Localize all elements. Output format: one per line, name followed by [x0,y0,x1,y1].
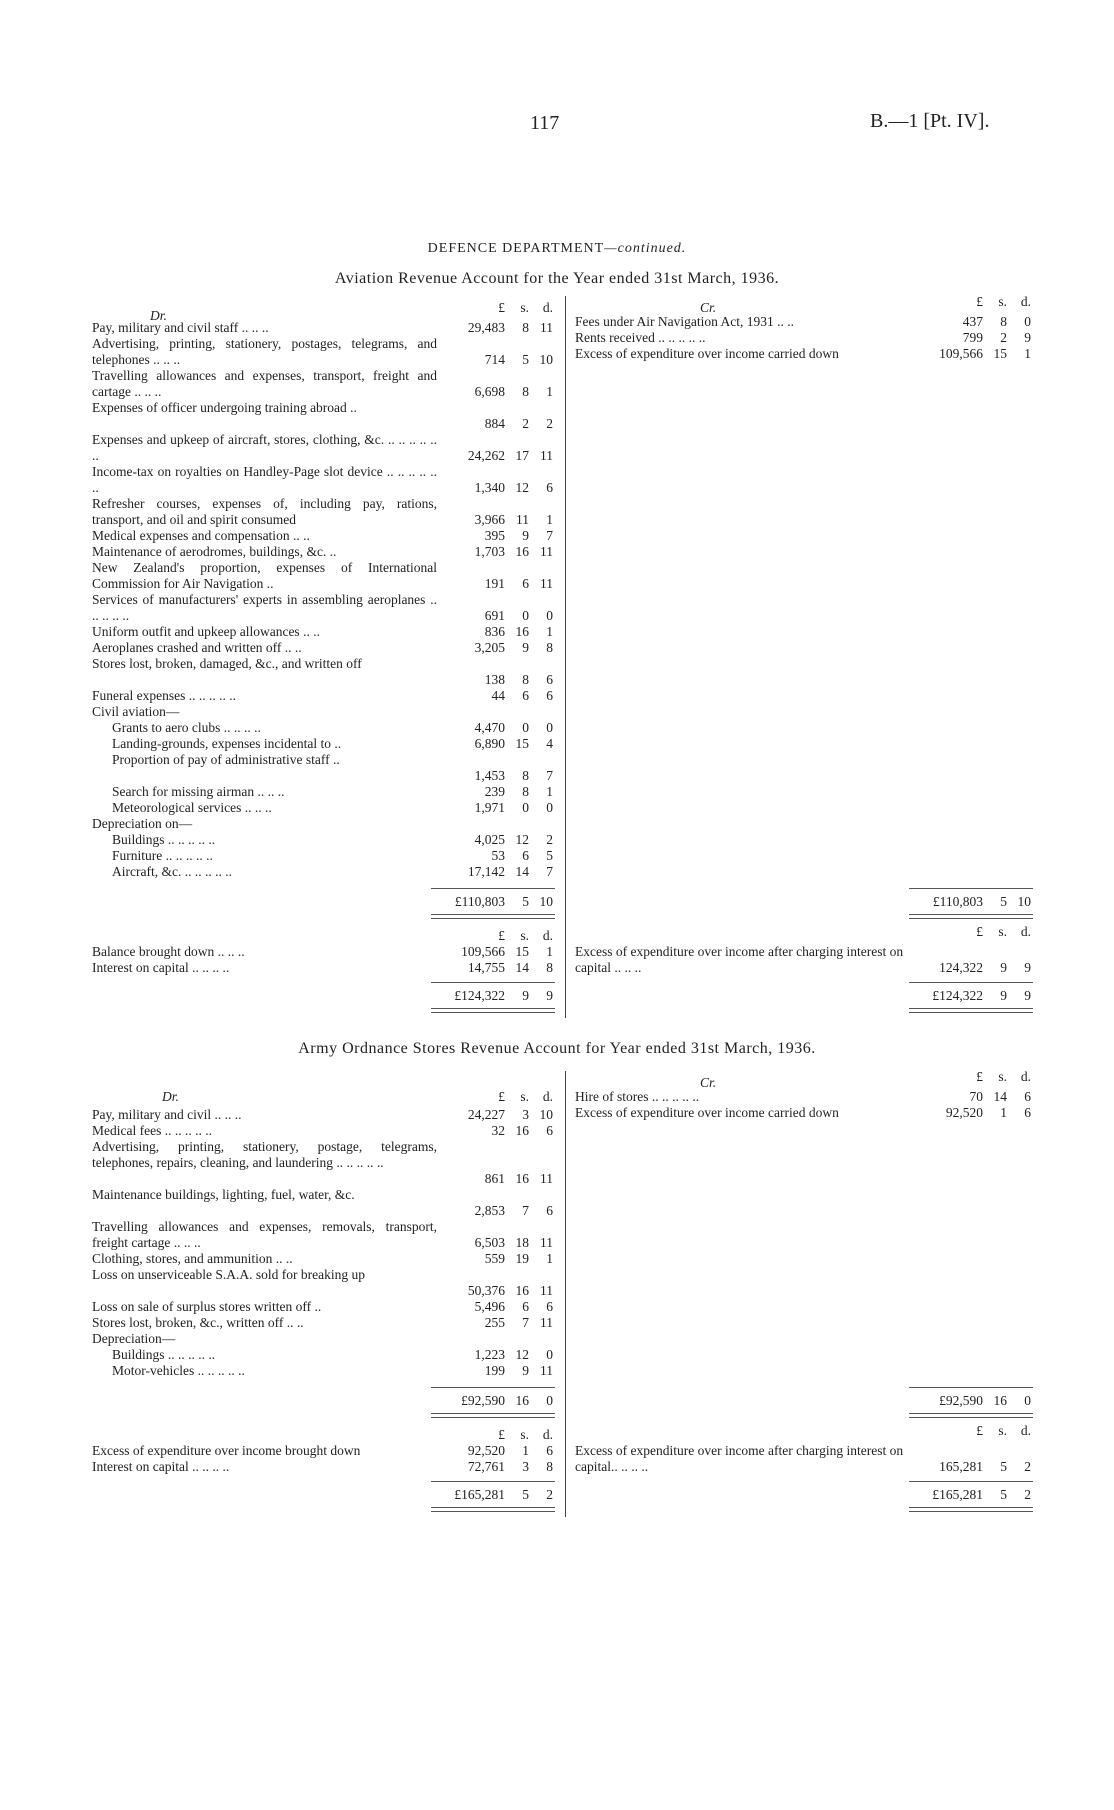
dr2-total-pence: 2 [546,1487,553,1502]
dr-item-label: Stores lost, broken, &c., written off .. .. [92,1315,304,1330]
cr2-item-shillings: 9 [1000,960,1007,975]
dr2-item-pence: 1 [546,944,553,959]
dr-item-pounds: 395 [484,528,505,543]
dr-item-shillings: 16 [515,624,529,639]
dr-item-pounds: 24,227 [467,1107,505,1122]
cr2-pounds-heading: £ [976,924,983,939]
dr-item-pence: 7 [546,528,553,543]
cr-shillings-heading: s. [998,1069,1007,1084]
dr-item-pounds: 6,503 [474,1235,505,1250]
dr-item-shillings: 16 [515,1123,529,1138]
dr-item-pounds: 1,453 [474,768,505,783]
dr2-item-label: Interest on capital .. .. .. .. [92,1459,230,1474]
cr-item-label: Excess of expenditure over income carried down [575,346,839,361]
dr-item-label: Loss on sale of surplus stores written off .. [92,1299,322,1314]
dr-item-shillings: 9 [522,528,529,543]
cr-item-pence: 6 [1024,1089,1031,1104]
center-divider [565,1071,566,1517]
dr2-total-shillings: 5 [522,1487,529,1502]
dr-item-pence: 7 [546,864,553,879]
dr-total-rule [431,1387,555,1388]
dr-total-pence: 0 [546,1393,553,1408]
dr-item-pence: 10 [539,1107,553,1122]
dr-item-pence: 0 [546,720,553,735]
dr-item-shillings: 6 [522,848,529,863]
dr-item-shillings: 7 [522,1315,529,1330]
dr2-total-rule [431,982,555,983]
dr-item-pence: 1 [546,512,553,527]
cr-pounds-heading: £ [976,1069,983,1084]
dr-item-pence: 11 [540,320,553,335]
dr2-item-shillings: 1 [522,1443,529,1458]
document-reference: B.—1 [Pt. IV]. [870,110,990,132]
cr-item-pounds: 109,566 [939,346,983,361]
dr-item-label: Uniform outfit and upkeep allowances .. .. [92,624,320,639]
cr-item-shillings: 14 [993,1089,1007,1104]
dr-item-shillings: 18 [515,1235,529,1250]
dr-item-pence: 6 [546,688,553,703]
cr-item-label: Fees under Air Navigation Act, 1931 .. .. [575,314,794,329]
dr-item-pence: 11 [540,544,553,559]
dr-item-pence: 11 [540,576,553,591]
dr-item-shillings: 6 [522,1299,529,1314]
cr-total-pounds: £92,590 [939,1393,983,1408]
dr-item-pence: 11 [540,1315,553,1330]
dr-shillings-heading: s. [520,300,529,315]
dr-item-pence: 2 [546,416,553,431]
dr-label: Dr. [162,1089,179,1104]
dr-total-rule [431,888,555,889]
cr-total-shillings: 16 [993,1393,1007,1408]
dr-total-double-rule [431,914,555,919]
dr-item-pence: 10 [539,352,553,367]
dr2-item-pence: 6 [546,1443,553,1458]
dr-item-shillings: 0 [522,608,529,623]
dr-item-shillings: 8 [522,384,529,399]
cr-item-pounds: 92,520 [945,1105,983,1120]
cr2-item-shillings: 5 [1000,1459,1007,1474]
dr-item-pence: 7 [546,768,553,783]
dr-item-shillings: 16 [515,1171,529,1186]
cr-total-pounds: £110,803 [932,894,983,909]
dr2-item-shillings: 15 [515,944,529,959]
dr-item-pence: 1 [546,1251,553,1266]
dr-item-label: Advertising, printing, stationery, postages, telegrams, and telephones .. .. .. [92,336,437,367]
dr-item-shillings: 2 [522,416,529,431]
dr2-item-label: Interest on capital .. .. .. .. [92,960,230,975]
dr-item-pounds: 1,223 [474,1347,505,1362]
dr-item-pounds: 4,025 [474,832,505,847]
dr-item-pence: 6 [546,1299,553,1314]
cr2-total-rule [909,982,1033,983]
army-account-title: Army Ordnance Stores Revenue Account for Year ended 31st March, 1936. [298,1040,816,1057]
dr-item-label: Buildings .. .. .. .. .. [112,832,216,847]
dr-total-pounds: £110,803 [454,894,505,909]
dr-item-pounds: 6,890 [474,736,505,751]
dr-item-shillings: 17 [515,448,529,463]
dr-item-label: Expenses of officer undergoing training abroad .. [92,400,357,415]
dr-item-shillings: 5 [522,352,529,367]
dr-item-shillings: 6 [522,688,529,703]
department-title [0,241,1114,257]
dr-item-label: Search for missing airman .. .. .. [112,784,285,799]
dr-item-pence: 11 [540,1235,553,1250]
cr-label: Cr. [700,300,717,315]
dr2-pounds-heading: £ [498,928,505,943]
dr-label: Dr. [150,308,167,323]
dr-item-pence: 11 [540,1171,553,1186]
dr-item-pounds: 50,376 [467,1283,505,1298]
dr-item-label: Clothing, stores, and ammunition .. .. [92,1251,293,1266]
dr-item-pounds: 17,142 [467,864,505,879]
dr-item-label: Landing-grounds, expenses incidental to .. [112,736,342,751]
cr-total-double-rule [909,1413,1033,1418]
dr2-total-pence: 9 [546,988,553,1003]
cr-item-pence: 0 [1024,314,1031,329]
dr-item-pence: 6 [546,1203,553,1218]
continued-note: —continued. [604,241,687,256]
dr-item-label: Depreciation— [92,1331,176,1346]
cr-item-pounds: 70 [969,1089,983,1104]
dr-item-shillings: 7 [522,1203,529,1218]
cr-total-rule [909,888,1033,889]
dr2-item-pounds: 14,755 [467,960,505,975]
dr2-item-label: Balance brought down .. .. .. [92,944,245,959]
dr2-item-pounds: 92,520 [467,1443,505,1458]
cr2-shillings-heading: s. [998,924,1007,939]
dr-item-label: Refresher courses, expenses of, including pay, rations, transport, and oil and spirit consumed [92,496,437,527]
cr2-item-pence: 2 [1024,1459,1031,1474]
dr-item-label: Aircraft, &c. .. .. .. .. .. [112,864,232,879]
dr-item-label: Loss on unserviceable S.A.A. sold for breaking up [92,1267,365,1282]
cr2-item-pounds: 124,322 [939,960,983,975]
dr-item-shillings: 11 [516,512,529,527]
cr2-total-pence: 9 [1024,988,1031,1003]
page-number: 117 [530,112,560,134]
cr-item-pence: 1 [1024,346,1031,361]
dr-item-pence: 6 [546,1123,553,1138]
dr-item-pounds: 24,262 [467,448,505,463]
dr2-pence-heading: d. [542,928,553,943]
dr2-total-pounds: £124,322 [454,988,505,1003]
dr-item-label: Medical expenses and compensation .. .. [92,528,310,543]
dr-item-pounds: 3,966 [474,512,505,527]
dr-item-pence: 0 [546,1347,553,1362]
dr-item-label: Advertising, printing, stationery, postage, telegrams, telephones, repairs, cleaning, and laundering .. .. .. .. .. [92,1139,437,1170]
dr-total-double-rule [431,1413,555,1418]
dr2-item-pence: 8 [546,1459,553,1474]
cr-item-pounds: 437 [962,314,983,329]
dr-item-pence: 6 [546,480,553,495]
dr-item-pounds: 3,205 [474,640,505,655]
dr-item-pounds: 255 [484,1315,505,1330]
dr-item-label: Funeral expenses .. .. .. .. .. [92,688,236,703]
dr-item-pence: 4 [546,736,553,751]
department-name: DEFENCE DEPARTMENT [427,241,605,256]
dr-item-shillings: 12 [515,480,529,495]
dr2-pounds-heading: £ [498,1427,505,1442]
dr-item-label: Stores lost, broken, damaged, &c., and written off [92,656,362,671]
dr-item-pence: 5 [546,848,553,863]
dr-pounds-heading: £ [498,1089,505,1104]
dr-shillings-heading: s. [520,1089,529,1104]
dr-item-pounds: 4,470 [474,720,505,735]
cr2-pence-heading: d. [1020,924,1031,939]
dr-item-label: Motor-vehicles .. .. .. .. .. [112,1363,245,1378]
cr-item-pence: 9 [1024,330,1031,345]
dr-item-label: Services of manufacturers' experts in assembling aeroplanes .. .. .. .. .. [92,592,437,623]
dr-item-pounds: 1,703 [474,544,505,559]
dr-item-pounds: 5,496 [474,1299,505,1314]
cr-pounds-heading: £ [976,294,983,309]
dr-item-pounds: 1,971 [474,800,505,815]
cr-item-shillings: 8 [1000,314,1007,329]
cr-total-rule [909,1387,1033,1388]
cr-item-shillings: 1 [1000,1105,1007,1120]
dr-item-pounds: 691 [484,608,505,623]
cr-total-double-rule [909,914,1033,919]
cr-total-shillings: 5 [1000,894,1007,909]
dr2-item-pounds: 72,761 [467,1459,505,1474]
dr2-item-label: Excess of expenditure over income brought down [92,1443,361,1458]
dr2-item-shillings: 14 [515,960,529,975]
dr-item-shillings: 8 [522,784,529,799]
dr-item-shillings: 6 [522,576,529,591]
dr2-total-shillings: 9 [522,988,529,1003]
dr-item-pounds: 884 [484,416,505,431]
dr-item-shillings: 12 [515,832,529,847]
dr-item-pounds: 32 [491,1123,505,1138]
dr-item-label: Pay, military and civil .. .. .. [92,1107,242,1122]
dr-item-pounds: 559 [484,1251,505,1266]
cr2-item-pence: 9 [1024,960,1031,975]
cr-item-shillings: 2 [1000,330,1007,345]
dr-item-shillings: 9 [522,1363,529,1378]
dr-item-label: Meteorological services .. .. .. [112,800,272,815]
cr2-total-shillings: 9 [1000,988,1007,1003]
dr-item-label: Maintenance buildings, lighting, fuel, water, &c. [92,1187,355,1202]
dr-total-shillings: 5 [522,894,529,909]
dr-item-pence: 6 [546,672,553,687]
dr-item-shillings: 8 [522,768,529,783]
cr2-shillings-heading: s. [998,1423,1007,1438]
dr2-item-pence: 8 [546,960,553,975]
dr-item-shillings: 16 [515,1283,529,1298]
dr-item-shillings: 3 [522,1107,529,1122]
dr-item-pounds: 53 [491,848,505,863]
dr-item-label: Aeroplanes crashed and written off .. .. [92,640,302,655]
dr-item-label: New Zealand's proportion, expenses of International Commission for Air Navigation .. [92,560,437,591]
cr2-pence-heading: d. [1020,1423,1031,1438]
dr-item-label: Depreciation on— [92,816,193,831]
dr-item-pounds: 44 [491,688,505,703]
dr-item-pounds: 138 [484,672,505,687]
dr-item-shillings: 15 [515,736,529,751]
cr-item-pounds: 799 [962,330,983,345]
dr-item-label: Grants to aero clubs .. .. .. .. [112,720,261,735]
cr2-pounds-heading: £ [976,1423,983,1438]
dr-item-pence: 1 [546,784,553,799]
dr-item-pence: 1 [546,624,553,639]
dr-item-pence: 11 [540,1283,553,1298]
dr-item-shillings: 0 [522,720,529,735]
dr-item-pence: 2 [546,832,553,847]
dr-item-shillings: 0 [522,800,529,815]
cr2-item-pounds: 165,281 [939,1459,983,1474]
dr-item-pence: 8 [546,640,553,655]
dr2-total-double-rule [431,1008,555,1013]
cr-item-label: Hire of stores .. .. .. .. .. [575,1089,700,1104]
cr2-total-pounds: £124,322 [932,988,983,1003]
dr2-total-rule [431,1481,555,1482]
dr-item-pounds: 199 [484,1363,505,1378]
dr-item-pounds: 836 [484,624,505,639]
dr-item-shillings: 19 [515,1251,529,1266]
cr-pence-heading: d. [1020,294,1031,309]
dr-item-pounds: 191 [484,576,505,591]
dr2-total-pounds: £165,281 [454,1487,505,1502]
dr-item-label: Civil aviation— [92,704,180,719]
dr2-pence-heading: d. [542,1427,553,1442]
cr2-total-double-rule [909,1008,1033,1013]
dr-total-pence: 10 [539,894,553,909]
dr-item-label: Travelling allowances and expenses, transport, freight and cartage .. .. .. [92,368,437,399]
dr-total-shillings: 16 [515,1393,529,1408]
dr-item-pence: 1 [546,384,553,399]
cr2-total-shillings: 5 [1000,1487,1007,1502]
dr-item-shillings: 16 [515,544,529,559]
dr-item-pence: 0 [546,800,553,815]
dr-pence-heading: d. [542,300,553,315]
cr-label: Cr. [700,1075,717,1090]
cr-item-pence: 6 [1024,1105,1031,1120]
cr-total-pence: 0 [1024,1393,1031,1408]
dr-pence-heading: d. [542,1089,553,1104]
dr-item-label: Maintenance of aerodromes, buildings, &c. .. [92,544,337,559]
cr-item-shillings: 15 [993,346,1007,361]
dr-item-label: Travelling allowances and expenses, removals, transport, freight cartage .. .. .. [92,1219,437,1250]
dr-item-label: Furniture .. .. .. .. .. [112,848,213,863]
dr-item-shillings: 12 [515,1347,529,1362]
dr-total-pounds: £92,590 [461,1393,505,1408]
dr2-shillings-heading: s. [520,1427,529,1442]
dr-item-pounds: 714 [484,352,505,367]
dr-item-shillings: 14 [515,864,529,879]
cr2-total-rule [909,1481,1033,1482]
dr2-shillings-heading: s. [520,928,529,943]
dr-item-pounds: 29,483 [467,320,505,335]
cr2-total-pounds: £165,281 [932,1487,983,1502]
dr-item-pence: 11 [540,1363,553,1378]
center-divider [565,296,566,1018]
dr-item-label: Proportion of pay of administrative staff .. [112,752,340,767]
cr2-item-label: Excess of expenditure over income after charging interest on capital .. .. .. [575,944,904,975]
dr-item-shillings: 9 [522,640,529,655]
dr-item-pounds: 6,698 [474,384,505,399]
dr-item-label: Medical fees .. .. .. .. .. [92,1123,212,1138]
cr2-total-pence: 2 [1024,1487,1031,1502]
aviation-account-title: Aviation Revenue Account for the Year ended 31st March, 1936. [334,270,780,287]
cr-item-label: Excess of expenditure over income carried down [575,1105,839,1120]
dr-item-pounds: 239 [484,784,505,799]
dr-item-pounds: 861 [484,1171,505,1186]
cr-pence-heading: d. [1020,1069,1031,1084]
cr2-item-label: Excess of expenditure over income after charging interest on capital.. .. .. .. [575,1443,904,1474]
dr-item-shillings: 8 [522,672,529,687]
dr-item-shillings: 8 [522,320,529,335]
dr-item-pence: 11 [540,448,553,463]
dr-item-label: Pay, military and civil staff .. .. .. [92,320,269,335]
dr-pounds-heading: £ [498,300,505,315]
cr-item-label: Rents received .. .. .. .. .. [575,330,706,345]
dr-item-pence: 0 [546,608,553,623]
dr2-item-pounds: 109,566 [461,944,505,959]
dr-item-pounds: 1,340 [474,480,505,495]
dr-item-label: Income-tax on royalties on Handley-Page slot device .. .. .. .. .. .. [92,464,437,495]
dr2-total-double-rule [431,1507,555,1512]
cr-total-pence: 10 [1017,894,1031,909]
dr-item-label: Buildings .. .. .. .. .. [112,1347,216,1362]
cr2-total-double-rule [909,1507,1033,1512]
cr-shillings-heading: s. [998,294,1007,309]
dr2-item-shillings: 3 [522,1459,529,1474]
dr-item-label: Expenses and upkeep of aircraft, stores, clothing, &c. .. .. .. .. .. .. [92,432,437,463]
dr-item-pounds: 2,853 [474,1203,505,1218]
